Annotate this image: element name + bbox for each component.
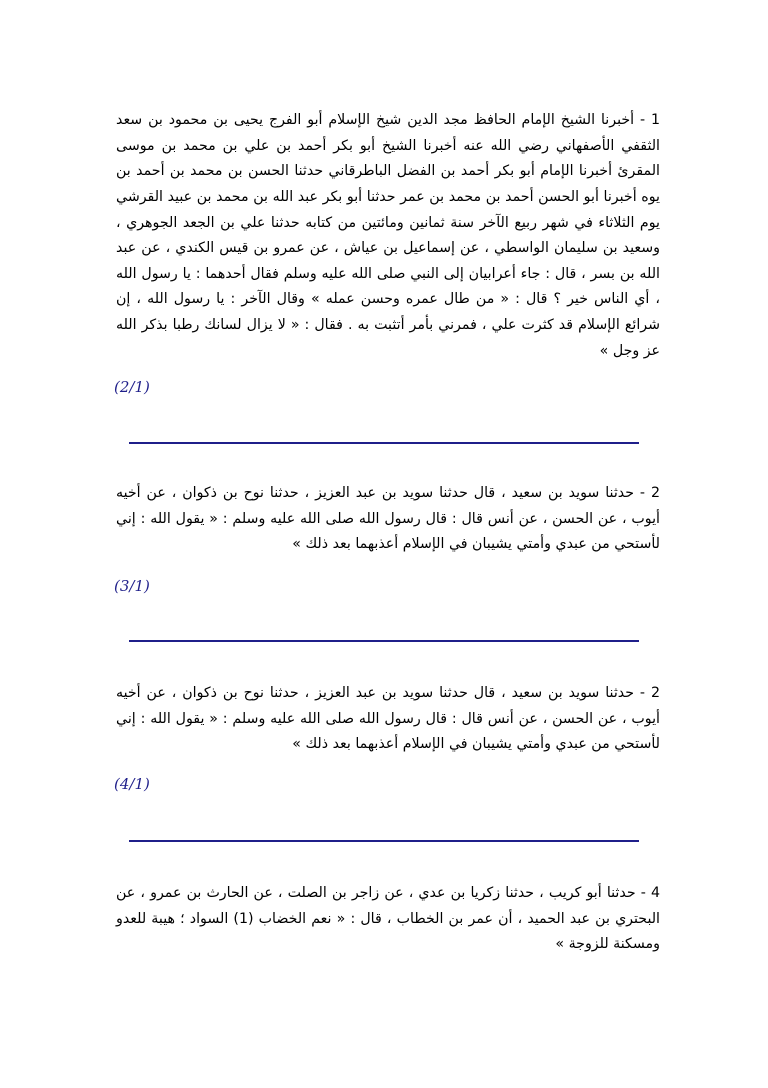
hadith-paragraph-3: 2 - حدثنا سويد بن سعيد ، قال حدثنا سويد بن عبد العزيز ، حدثنا نوح بن ذكوان ، عن أخيه أيوب ، عن الحسن ، عن أنس قال : قال رسول الله صلى الله عليه وسلم : « يقول الله : إني لأستحي من عبدي وأمتي يشيبان في الإسلام أعذبهما بعد ذلك » xyxy=(116,685,660,753)
page-reference-3: (4/1) xyxy=(114,775,150,793)
page-reference-2: (3/1) xyxy=(114,577,150,595)
page-reference-1: (2/1) xyxy=(114,378,150,396)
hadith-paragraph-2: 2 - حدثنا سويد بن سعيد ، قال حدثنا سويد بن عبد العزيز ، حدثنا نوح بن ذكوان ، عن أخيه أيوب ، عن الحسن ، عن أنس قال : قال رسول الله صلى الله عليه وسلم : « يقول الله : إني لأستحي من عبدي وأمتي يشيبان في الإسلام أعذبهما بعد ذلك » xyxy=(116,485,660,553)
separator-line-1 xyxy=(129,442,639,444)
hadith-paragraph-1: 1 - أخبرنا الشيخ الإمام الحافظ مجد الدين شيخ الإسلام أبو الفرج يحيى بن محمود بن سعد الثقفي الأصفهاني رضي الله عنه أخبرنا الشيخ أبو بكر أحمد بن علي بن محمد بن موسى المقرئ أخبرنا الإمام أبو بكر أحمد بن الفضل الباطرقاني حدثنا الحسن بن محمد بن أحمد بن يوه أخبرنا أبو الحسن أحمد بن محمد بن عمر حدثنا أبو بكر عبد الله بن محمد بن عبيد القرشي يوم الثلاثاء في شهر ربيع الآخر سنة ثمانين ومائتين من كتابه حدثنا علي بن الجعد الجوهري ، وسعيد بن سليمان الواسطي ، عن إسماعيل بن عياش ، عن عمرو بن قيس الكندي ، عن عبد الله بن بسر ، قال : جاء أعرابيان إلى النبي صلى الله عليه وسلم فقال أحدهما : يا رسول الله ، أي الناس خير ؟ قال : « من طال عمره وحسن عمله » وقال الآخر : يا رسول الله ، إن شرائع الإسلام قد كثرت علي ، فمرني بأمر أتثبت به . فقال : « لا يزال لسانك رطبا بذكر الله عز وجل » xyxy=(116,112,660,359)
separator-line-3 xyxy=(129,840,639,842)
separator-line-2 xyxy=(129,640,639,642)
hadith-paragraph-4: 4 - حدثنا أبو كريب ، حدثنا زكريا بن عدي ، عن زاجر بن الصلت ، عن الحارث بن عمرو ، عن البحتري بن عبد الحميد ، أن عمر بن الخطاب ، قال : « نعم الخضاب (1) السواد ؛ هيبة للعدو ومسكنة للزوجة » xyxy=(116,885,660,953)
